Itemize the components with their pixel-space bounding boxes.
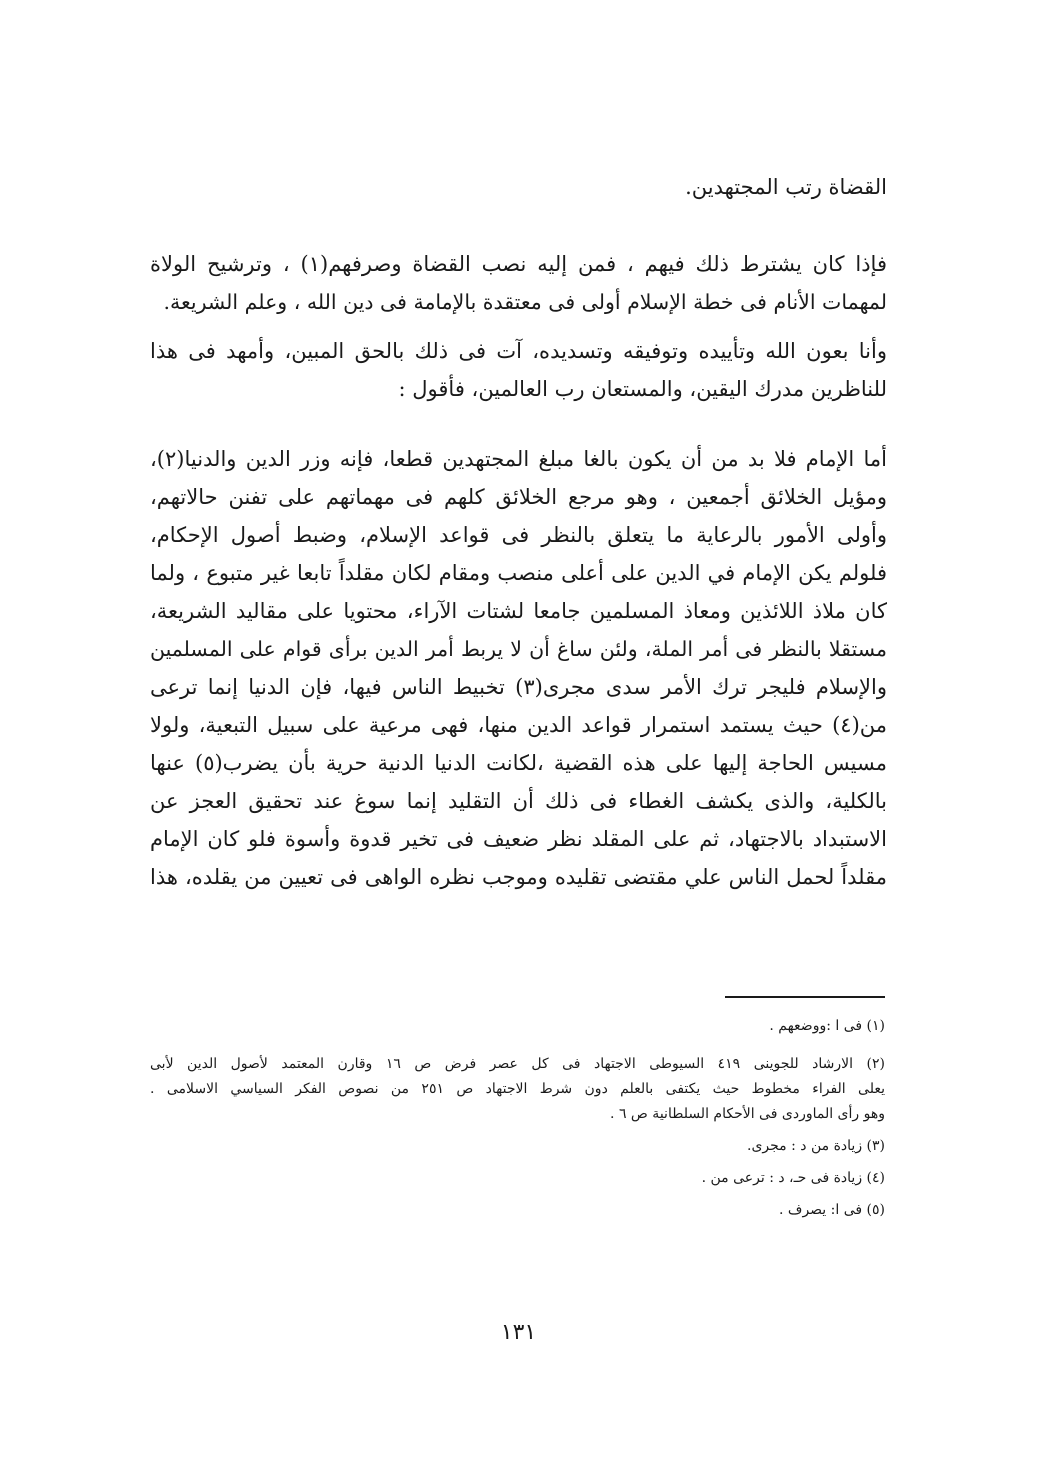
body-line: وأنا بعون الله وتأييده وتوفيقه وتسديده، آت فى ذلك بالحق المبين، وأمهد فى هذا [150, 339, 887, 363]
paragraph-3 [150, 440, 887, 896]
footnote-line: وهو رأى الماوردى فى الأحكام السلطانية ص ٦ . [610, 1106, 885, 1122]
body-line: مسيس الحاجة إليها على هذه القضية ،لكانت الدنيا الدنية حرية بأن يضرب(٥) عنها [150, 751, 887, 775]
body-line: فلولم يكن الإمام في الدين على أعلى منصب ومقام لكان مقلداً تابعا غير متبوع ، ولما [150, 561, 887, 585]
body-line: من(٤) حيث يستمد استمرار قواعد الدين منها، فهى مرعية على سبيل التبعية، ولولا [150, 713, 887, 737]
body-line: ومؤيل الخلائق أجمعين ، وهو مرجع الخلائق كلهم فى مهماتهم على تفنن حالاتهم، [150, 485, 887, 509]
body-line: أما الإمام فلا بد من أن يكون بالغا مبلغ المجتهدين قطعا، فإنه وزر الدين والدنيا(٢)، [150, 447, 887, 471]
body-line: مستقلا بالنظر فى أمر الملة، ولئن ساغ أن لا يربط أمر الدين برأى قوام على المسلمين [150, 637, 887, 661]
body-line: الاستبداد بالاجتهاد، ثم على المقلد نظر ضعيف فى تخير قدوة وأسوة فلو كان الإمام [150, 827, 887, 851]
body-line: وأولى الأمور بالرعاية ما يتعلق بالنظر فى قواعد الإسلام، وضبط أصول الإحكام، [150, 523, 887, 547]
body-line: للناظرين مدرك اليقين، والمستعان رب العالمين، فأقول : [398, 377, 887, 401]
footnote-line: (٢) الارشاد للجوينى ٤١٩ السيوطى الاجتهاد فى كل عصر فرض ص ١٦ وقارن المعتمد لأصول الدين لأبى [150, 1056, 885, 1072]
paragraph-1 [150, 245, 887, 321]
footnote-line: (٤) زيادة فى حـ، د : ترعى من . [701, 1170, 885, 1186]
footnote-1 [150, 1014, 885, 1039]
body-line: كان ملاذ اللائذين ومعاذ المسلمين جامعا لشتات الآراء، محتويا على مقاليد الشريعة، [150, 599, 887, 623]
body-line: لمهمات الأنام فى خطة الإسلام أولى فى معتقدة بالإمامة فى دين الله ، وعلم الشريعة. [163, 290, 887, 314]
footnote-line: (٣) زيادة من د : مجرى. [747, 1138, 885, 1154]
footnote-line: (١) فى ا :ووضعهم . [769, 1018, 885, 1034]
footnote-line: يعلى الفراء مخطوط حيث يكتفى بالعلم دون شرط الاجتهاد ص ٢٥١ من نصوص الفكر السياسي الاسلامى . [150, 1081, 885, 1097]
paragraph-2 [150, 332, 887, 408]
paragraph-continuation [150, 168, 887, 206]
footnote-divider [725, 996, 885, 998]
body-line: مقلداً لحمل الناس علي مقتضى تقليده وموجب نظره الواهى فى تعيين من يقلده، هذا [150, 865, 887, 889]
body-line: والإسلام فليجر ترك الأمر سدى مجرى(٣) تخبيط الناس فيها، فإن الدنيا إنما ترعى [150, 675, 887, 699]
footnote-5 [150, 1198, 885, 1223]
footnote-line: (٥) فى ا: يصرف . [779, 1202, 885, 1218]
footnote-2 [150, 1052, 885, 1127]
body-line: بالكلية، والذى يكشف الغطاء فى ذلك أن التقليد إنما سوغ عند تحقيق العجز عن [150, 789, 887, 813]
body-line: القضاة رتب المجتهدين. [685, 175, 887, 199]
footnote-3 [150, 1134, 885, 1159]
footnote-4 [150, 1166, 885, 1191]
body-line: فإذا كان يشترط ذلك فيهم ، فمن إليه نصب القضاة وصرفهم(١) ، وترشيح الولاة [150, 252, 887, 276]
page-number: ١٣١ [500, 1320, 537, 1345]
